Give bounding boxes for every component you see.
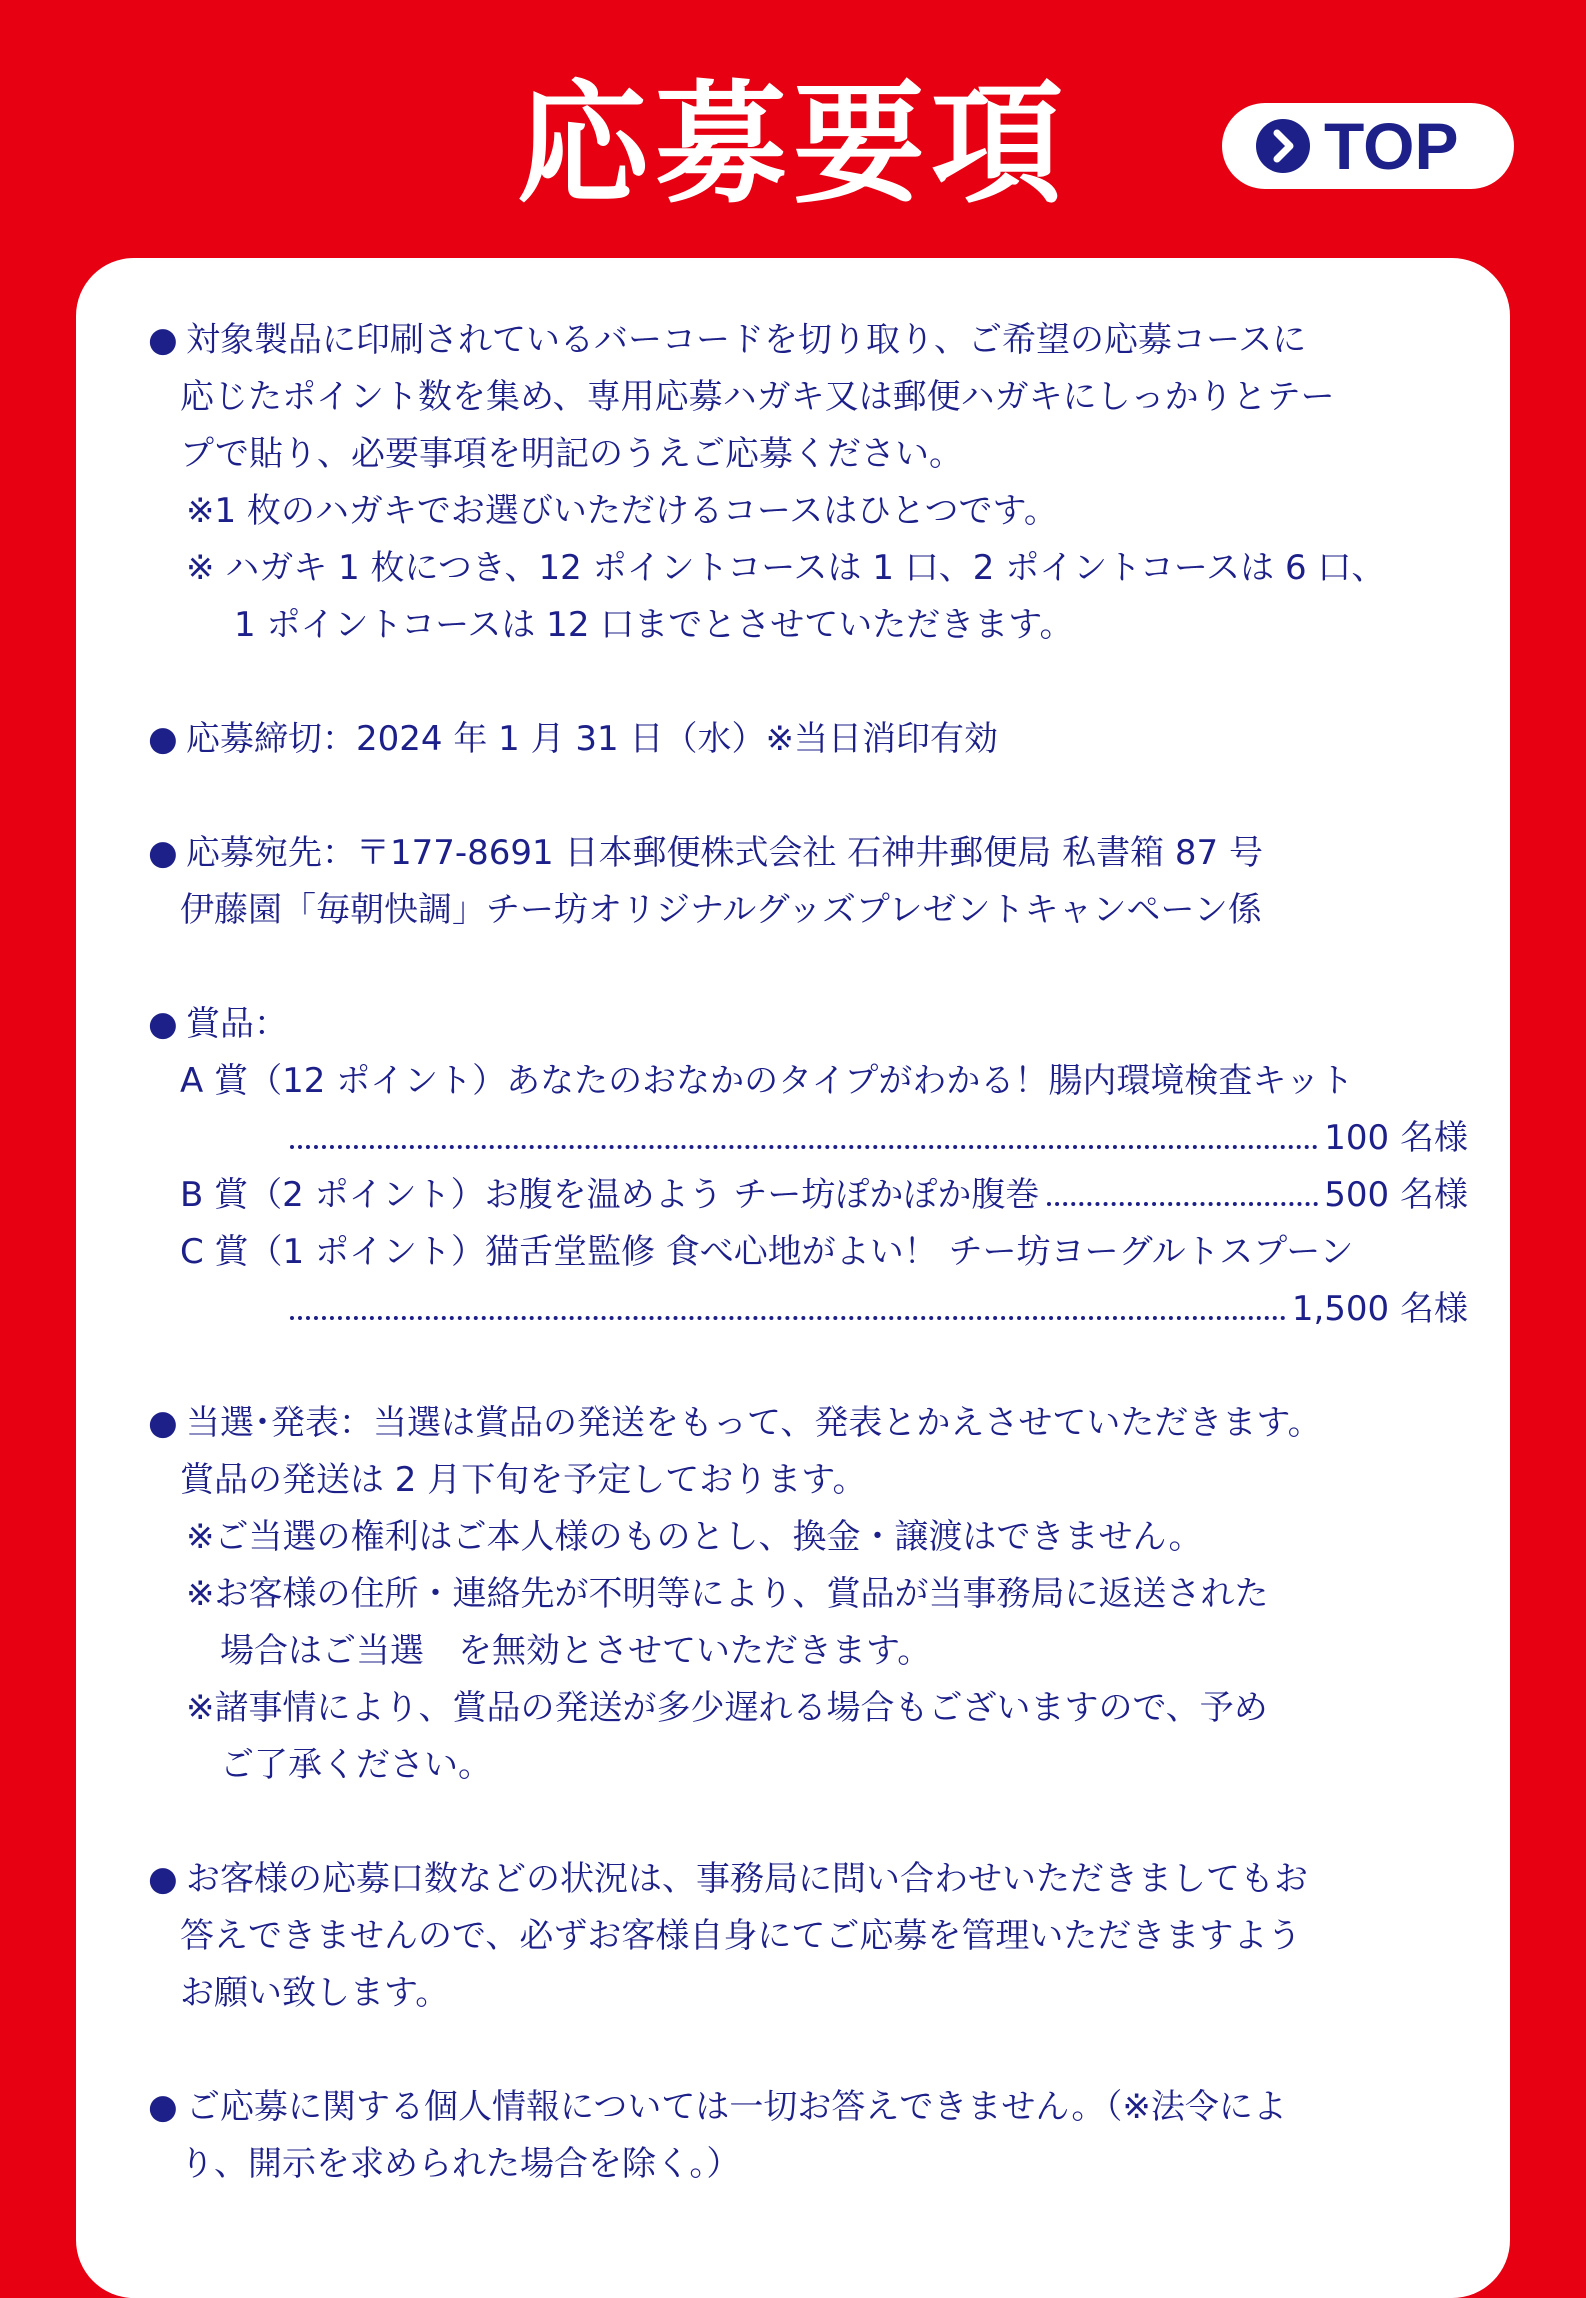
top-button[interactable] bbox=[1222, 103, 1514, 189]
bullet-icon: ● bbox=[148, 320, 178, 360]
prizes-heading: 賞品： bbox=[186, 1004, 288, 1044]
text-line: プで貼り、必要事項を明記のうえご応募ください。 bbox=[180, 434, 964, 474]
prize-a-label: A 賞（12 ポイント）あなたのおなかのタイプがわかる！腸内環境検査キット bbox=[180, 1061, 1354, 1101]
page-title: 応募要項 bbox=[517, 68, 1069, 222]
text-line: 応じたポイント数を集め、専用応募ハガキ又は郵便ハガキにしっかりとテー bbox=[180, 377, 1335, 417]
top-button-label: TOP bbox=[1324, 109, 1459, 183]
dotted-leader bbox=[290, 1316, 1286, 1320]
prize-b-row bbox=[148, 1167, 1468, 1224]
section-address bbox=[148, 825, 1468, 939]
text-line: 答えできませんので、必ずお客様自身にてご応募を管理いただきますよう bbox=[180, 1916, 1302, 1956]
note-line: ※諸事情により、賞品の発送が多少遅れる場合もございますので、予め bbox=[186, 1688, 1268, 1728]
bullet-icon: ● bbox=[148, 833, 178, 873]
text-line: り、開示を求められた場合を除く。） bbox=[180, 2144, 741, 2184]
text-line: 賞品の発送は 2 月下旬を予定しております。 bbox=[180, 1460, 867, 1500]
prize-b-count: 500 名様 bbox=[1324, 1175, 1468, 1215]
note-line: ご了承ください。 bbox=[220, 1745, 492, 1785]
section-status-inquiry bbox=[148, 1851, 1468, 2022]
bullet-icon: ● bbox=[148, 1859, 178, 1899]
bullet-icon: ● bbox=[148, 719, 178, 759]
section-announcement bbox=[148, 1395, 1468, 1794]
note-line: 1 ポイントコースは 12 口までとさせていただきます。 bbox=[234, 605, 1074, 645]
section-deadline bbox=[148, 711, 1468, 768]
section-prizes bbox=[148, 996, 1468, 1338]
section-privacy bbox=[148, 2079, 1468, 2193]
prize-a-count-row bbox=[148, 1110, 1468, 1167]
deadline-text: 応募締切：2024 年 1 月 31 日（水）※当日消印有効 bbox=[186, 719, 998, 759]
bullet-icon: ● bbox=[148, 1004, 178, 1044]
text-line: 当選･発表：当選は賞品の発送をもって、発表とかえさせていただきます。 bbox=[186, 1403, 1322, 1443]
prize-c-label: C 賞（1 ポイント）猫舌堂監修 食べ心地がよい！ チー坊ヨーグルトスプーン bbox=[180, 1232, 1354, 1272]
bullet-icon: ● bbox=[148, 1403, 178, 1443]
note-line: ※お客様の住所・連絡先が不明等により、賞品が当事務局に返送された bbox=[186, 1574, 1269, 1614]
text-line: ご応募に関する個人情報については一切お答えできません。（※法令によ bbox=[186, 2087, 1287, 2127]
application-guidelines bbox=[148, 312, 1468, 2193]
address-line: 応募宛先：〒177-8691 日本郵便株式会社 石神井郵便局 私書箱 87 号 bbox=[186, 833, 1263, 873]
section-how-to-apply bbox=[148, 312, 1468, 654]
text-line: 対象製品に印刷されているバーコードを切り取り、ご希望の応募コースに bbox=[186, 320, 1307, 360]
note-line: ※ ハガキ 1 枚につき、12 ポイントコースは 1 口、2 ポイントコースは 6 口、 bbox=[186, 548, 1386, 588]
note-line: ※ご当選の権利はご本人様のものとし、換金・譲渡はできません。 bbox=[186, 1517, 1203, 1557]
prize-c-count: 1,500 名様 bbox=[1291, 1289, 1468, 1329]
chevron-right-circle-icon bbox=[1256, 119, 1310, 173]
text-line: お客様の応募口数などの状況は、事務局に問い合わせいただきましてもお bbox=[186, 1859, 1308, 1899]
note-line: 場合はご当選 を無効とさせていただきます。 bbox=[220, 1631, 932, 1671]
bullet-icon: ● bbox=[148, 2087, 178, 2127]
dotted-leader bbox=[1047, 1202, 1318, 1206]
note-line: ※1 枚のハガキでお選びいただけるコースはひとつです。 bbox=[186, 491, 1058, 531]
text-line: お願い致します。 bbox=[180, 1973, 450, 2013]
prize-b-label: B 賞（2 ポイント）お腹を温めよう チー坊ぽかぽか腹巻 bbox=[180, 1175, 1040, 1215]
prize-a-count: 100 名様 bbox=[1324, 1118, 1468, 1158]
address-line: 伊藤園「毎朝快調」チー坊オリジナルグッズプレゼントキャンペーン係 bbox=[180, 890, 1262, 930]
prize-c-count-row bbox=[148, 1281, 1468, 1338]
dotted-leader bbox=[290, 1145, 1318, 1149]
